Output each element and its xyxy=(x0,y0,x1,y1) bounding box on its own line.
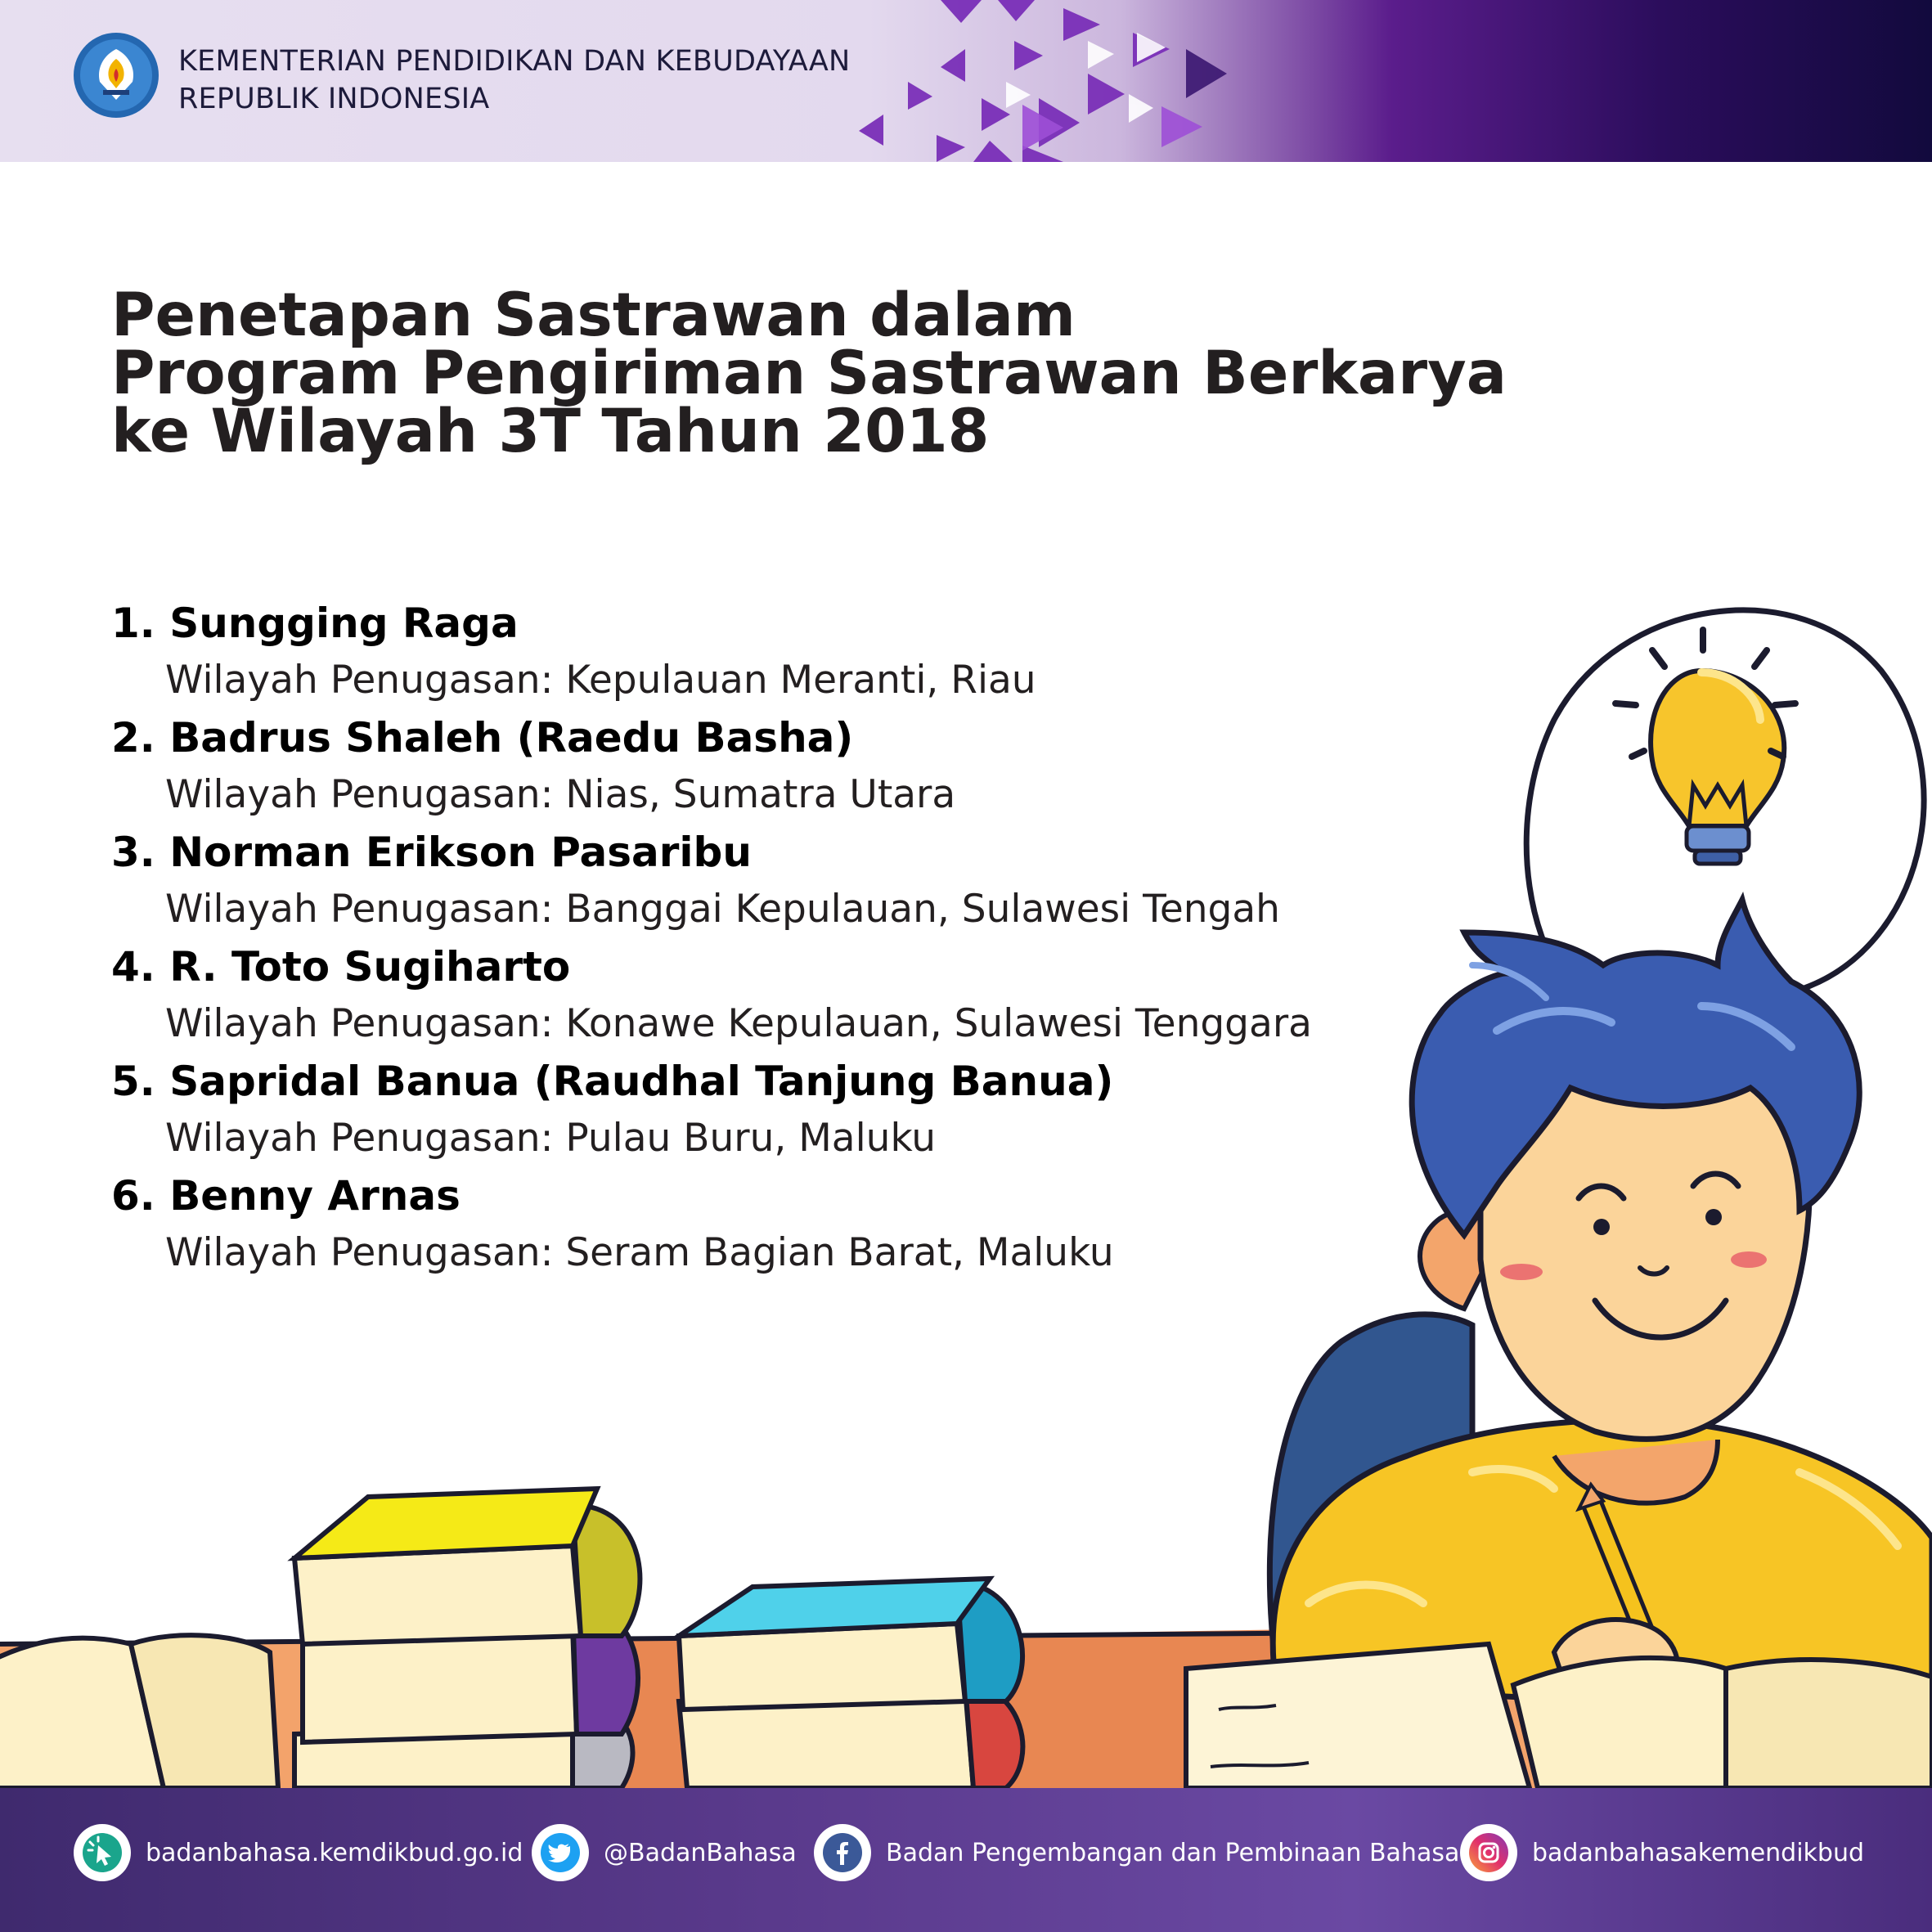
ministry-name xyxy=(178,43,850,118)
title-line-2: Program Pengiriman Sastrawan Berkarya xyxy=(111,339,1507,408)
open-book-right xyxy=(1513,1658,1932,1788)
book-stack-middle xyxy=(679,1579,1022,1788)
writer-region: Wilayah Penugasan: Seram Bagian Barat, Maluku xyxy=(165,1230,1114,1275)
facebook-icon xyxy=(814,1824,871,1881)
writer-name: 3. Norman Erikson Pasaribu xyxy=(111,829,752,876)
instagram-handle: badanbahasakemendikbud xyxy=(1532,1838,1865,1867)
footer-bar xyxy=(0,1788,1932,1932)
header-banner xyxy=(0,0,1932,162)
writer-name: 5. Sapridal Banua (Raudhal Tanjung Banua) xyxy=(111,1058,1114,1105)
student-head xyxy=(1412,900,1859,1439)
page-title xyxy=(111,281,1584,466)
title-line-1: Penetapan Sastrawan dalam xyxy=(111,281,1076,350)
writer-region: Wilayah Penugasan: Nias, Sumatra Utara xyxy=(165,772,956,817)
writer-name: 4. R. Toto Sugiharto xyxy=(111,943,571,991)
title-line-3: ke Wilayah 3T Tahun 2018 xyxy=(111,397,990,466)
website-text: badanbahasa.kemdikbud.go.id xyxy=(146,1838,523,1867)
cursor-click-icon xyxy=(74,1824,131,1881)
writer-name: 1. Sungging Raga xyxy=(111,600,519,647)
writer-region: Wilayah Penugasan: Konawe Kepulauan, Sulawesi Tenggara xyxy=(165,1001,1312,1046)
instagram-icon xyxy=(1460,1824,1517,1881)
facebook-link[interactable] xyxy=(814,1822,1459,1883)
writer-region: Wilayah Penugasan: Kepulauan Meranti, Riau xyxy=(165,658,1036,703)
tut-wuri-handayani-logo-icon xyxy=(72,31,160,119)
instagram-link[interactable] xyxy=(1460,1822,1864,1883)
ministry-line-2: REPUBLIK INDONESIA xyxy=(178,83,490,115)
twitter-handle: @BadanBahasa xyxy=(604,1838,797,1867)
book-stack-left xyxy=(294,1489,640,1788)
website-link[interactable] xyxy=(74,1822,523,1883)
twitter-icon xyxy=(532,1824,589,1881)
paper-sheet xyxy=(1186,1644,1530,1788)
ministry-line-1: KEMENTERIAN PENDIDIKAN DAN KEBUDAYAAN xyxy=(178,45,851,78)
writer-region: Wilayah Penugasan: Pulau Buru, Maluku xyxy=(165,1116,937,1161)
writer-region: Wilayah Penugasan: Banggai Kepulauan, Sulawesi Tengah xyxy=(165,887,1280,932)
open-book-left xyxy=(0,1635,278,1788)
twitter-link[interactable] xyxy=(532,1822,797,1883)
student-writing-illustration xyxy=(0,556,1932,1788)
facebook-page-name: Badan Pengembangan dan Pembinaan Bahasa xyxy=(886,1838,1460,1867)
writer-name: 2. Badrus Shaleh (Raedu Basha) xyxy=(111,714,854,762)
writer-name: 6. Benny Arnas xyxy=(111,1172,461,1220)
